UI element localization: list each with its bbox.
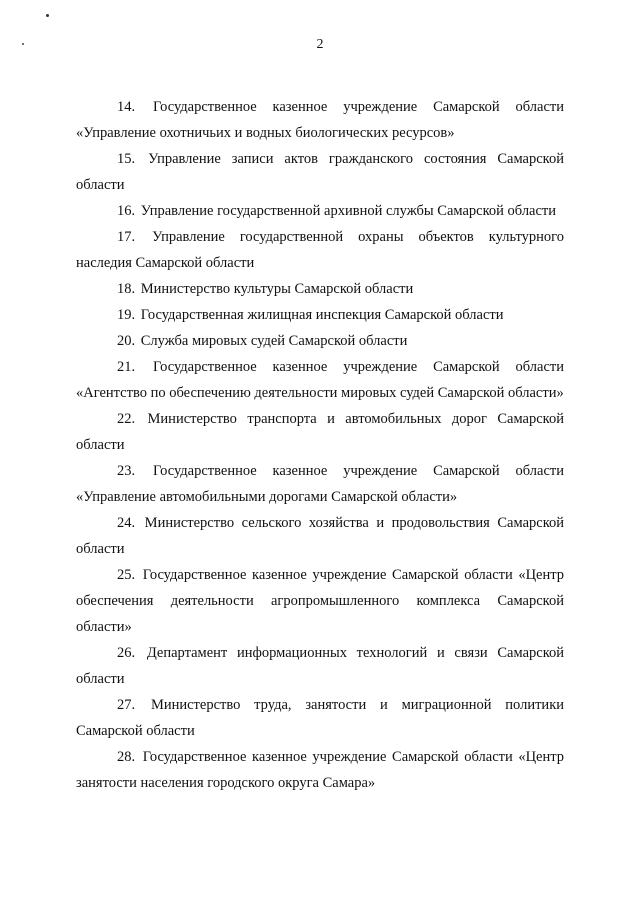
list-item-number: 15.: [117, 151, 136, 167]
list-item-text: Управление государственной архивной службы Самарской области: [140, 203, 557, 219]
list-item: [76, 224, 564, 276]
list-item-number: 17.: [117, 229, 136, 245]
list-item-text: Государственное казенное учреждение Самарской области «Управление автомобильными дорогами Самарской области»: [76, 463, 565, 505]
list-item-text: Государственное казенное учреждение Самарской области «Управление охотничьих и водных биологических ресурсов»: [76, 99, 565, 141]
document-body: [76, 94, 564, 796]
list-item-text: Министерство труда, занятости и миграционной политики Самарской области: [76, 697, 565, 739]
list-item: [76, 692, 564, 744]
list-item: [76, 276, 564, 302]
list-item-text: Государственное казенное учреждение Самарской области «Центр обеспечения деятельности агропромышленного комплекса Самарской области»: [76, 567, 564, 635]
list-item: [76, 354, 564, 406]
list-item-text: Управление записи актов гражданского состояния Самарской области: [76, 151, 565, 193]
list-item: [76, 744, 564, 796]
list-item-number: 22.: [117, 411, 136, 427]
list-item-text: Государственная жилищная инспекция Самарской области: [140, 307, 504, 323]
list-item-number: 18.: [117, 281, 136, 297]
list-item-text: Департамент информационных технологий и связи Самарской области: [76, 645, 565, 687]
page-number: 2: [316, 37, 324, 52]
list-item-number: 19.: [117, 307, 136, 323]
list-item-number: 26.: [117, 645, 136, 661]
list-item-number: 25.: [117, 567, 136, 583]
list-item-number: 21.: [117, 359, 136, 375]
list-item-number: 20.: [117, 333, 136, 349]
list-item-text: Государственное казенное учреждение Самарской области «Агентство по обеспечению деятельности мировых судей Самарской области»: [76, 359, 565, 401]
list-item: [76, 328, 564, 354]
list-item: [76, 510, 564, 562]
scan-speck: [46, 14, 49, 17]
list-item-number: 28.: [117, 749, 136, 765]
list-item: [76, 94, 564, 146]
list-item-text: Служба мировых судей Самарской области: [140, 333, 408, 349]
list-item: [76, 562, 564, 640]
list-item: [76, 198, 564, 224]
list-item-number: 23.: [117, 463, 136, 479]
list-item-number: 24.: [117, 515, 136, 531]
list-item-text: Государственное казенное учреждение Самарской области «Центр занятости населения городского округа Самара»: [76, 749, 564, 791]
list-item: [76, 302, 564, 328]
list-item-text: Министерство сельского хозяйства и продовольствия Самарской области: [76, 515, 565, 557]
list-item-text: Министерство транспорта и автомобильных дорог Самарской области: [76, 411, 564, 453]
list-item: [76, 458, 564, 510]
list-item-number: 14.: [117, 99, 136, 115]
list-item: [76, 146, 564, 198]
list-item: [76, 640, 564, 692]
list-item-number: 16.: [117, 203, 136, 219]
list-item-text: Управление государственной охраны объектов культурного наследия Самарской области: [76, 229, 564, 271]
list-item-text: Министерство культуры Самарской области: [140, 281, 414, 297]
list-item-number: 27.: [117, 697, 136, 713]
list-item: [76, 406, 564, 458]
